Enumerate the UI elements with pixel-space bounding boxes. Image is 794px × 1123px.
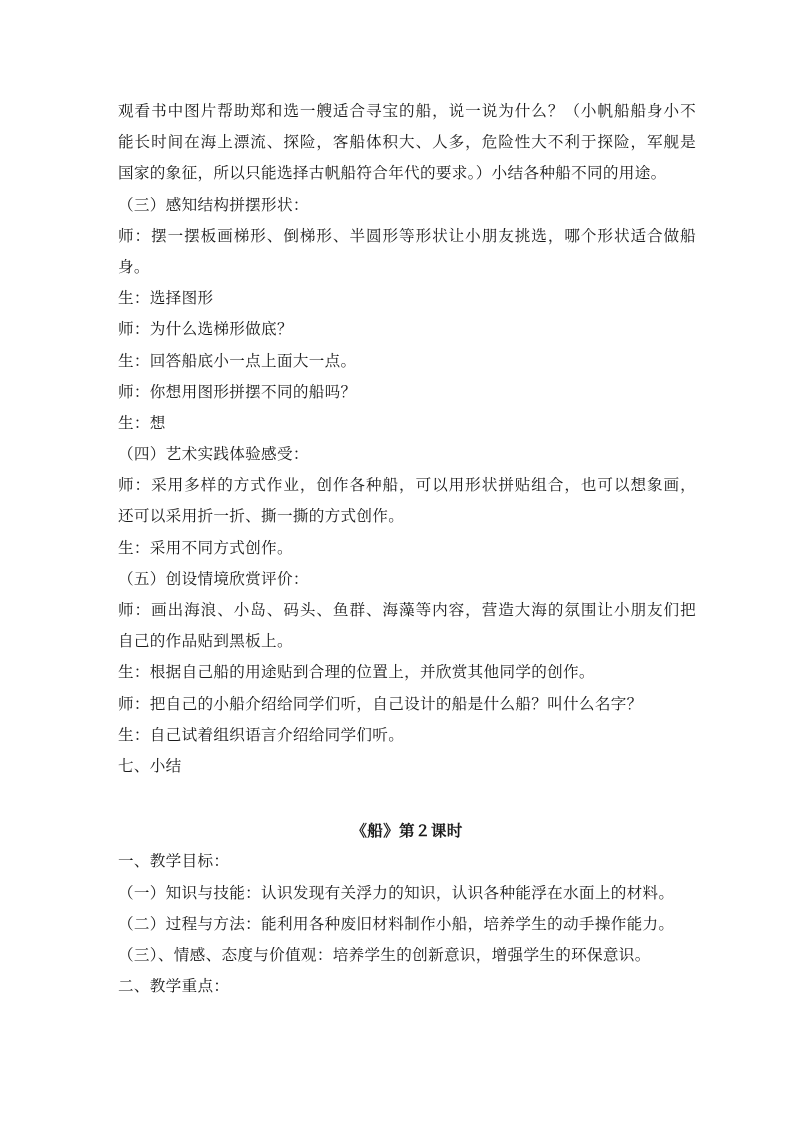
student-line: 生：采用不同方式创作。 bbox=[118, 538, 293, 557]
spacer bbox=[118, 782, 696, 815]
section-heading: 二、教学重点： bbox=[118, 977, 230, 996]
teacher-line: 师：采用多样的方式作业，创作各种船，可以用形状拼贴组合，也可以想象画， bbox=[118, 476, 696, 495]
student-line: 生：选择图形 bbox=[118, 289, 214, 308]
teacher-line: 师：画出海浪、小岛、码头、鱼群、海藻等内容，营造大海的氛围让小朋友们把 bbox=[118, 601, 696, 619]
section-heading: （五）创设情境欣赏评价： bbox=[118, 569, 309, 588]
text-line: 观看书中图片帮助郑和选一艘适合寻宝的船，说一说为什么？（小帆船船身小不 bbox=[118, 102, 696, 120]
lesson-title: 《船》第２课时 bbox=[351, 821, 463, 841]
student-line: 生：想 bbox=[118, 413, 166, 432]
objective-line: （二）过程与方法：能利用各种废旧材料制作小船，培养学生的动手操作能力。 bbox=[118, 914, 675, 933]
teacher-line: 师：为什么选梯形做底？ bbox=[118, 320, 293, 339]
student-line: 生：根据自己船的用途贴到合理的位置上，并欣赏其他同学的创作。 bbox=[118, 663, 595, 682]
text-line: 国家的象征，所以只能选择古帆船符合年代的要求。）小结各种船不同的用途。 bbox=[118, 164, 667, 183]
document-body bbox=[118, 96, 696, 1002]
student-line: 生：回答船底小一点上面大一点。 bbox=[118, 351, 357, 370]
student-line: 生：自己试着组织语言介绍给同学们听。 bbox=[118, 725, 405, 744]
text-line: 身。 bbox=[118, 257, 150, 276]
teacher-line: 师：你想用图形拼摆不同的船吗？ bbox=[118, 382, 357, 401]
section-heading: （四）艺术实践体验感受： bbox=[118, 445, 309, 464]
teacher-line: 师：把自己的小船介绍给同学们听，自己设计的船是什么船？叫什么名字？ bbox=[118, 694, 643, 713]
text-line: 还可以采用折一折、撕一撕的方式创作。 bbox=[118, 507, 405, 526]
section-heading: 一、教学目标： bbox=[118, 852, 230, 871]
objective-line: （三）、情感、态度与价值观：培养学生的创新意识，增强学生的环保意识。 bbox=[118, 945, 651, 964]
section-heading: 七、小结 bbox=[118, 756, 182, 775]
section-heading: （三）感知结构拼摆形状： bbox=[118, 195, 309, 214]
objective-line: （一）知识与技能：认识发现有关浮力的知识，认识各种能浮在水面上的材料。 bbox=[118, 883, 675, 902]
text-line: 自己的作品贴到黑板上。 bbox=[118, 632, 293, 651]
text-line: 能长时间在海上漂流、探险，客船体积大、人多，危险性大不利于探险，军舰是 bbox=[118, 133, 696, 152]
text-line: 师：摆一摆板画梯形、倒梯形、半圆形等形状让小朋友挑选，哪个形状适合做船 bbox=[118, 226, 696, 245]
